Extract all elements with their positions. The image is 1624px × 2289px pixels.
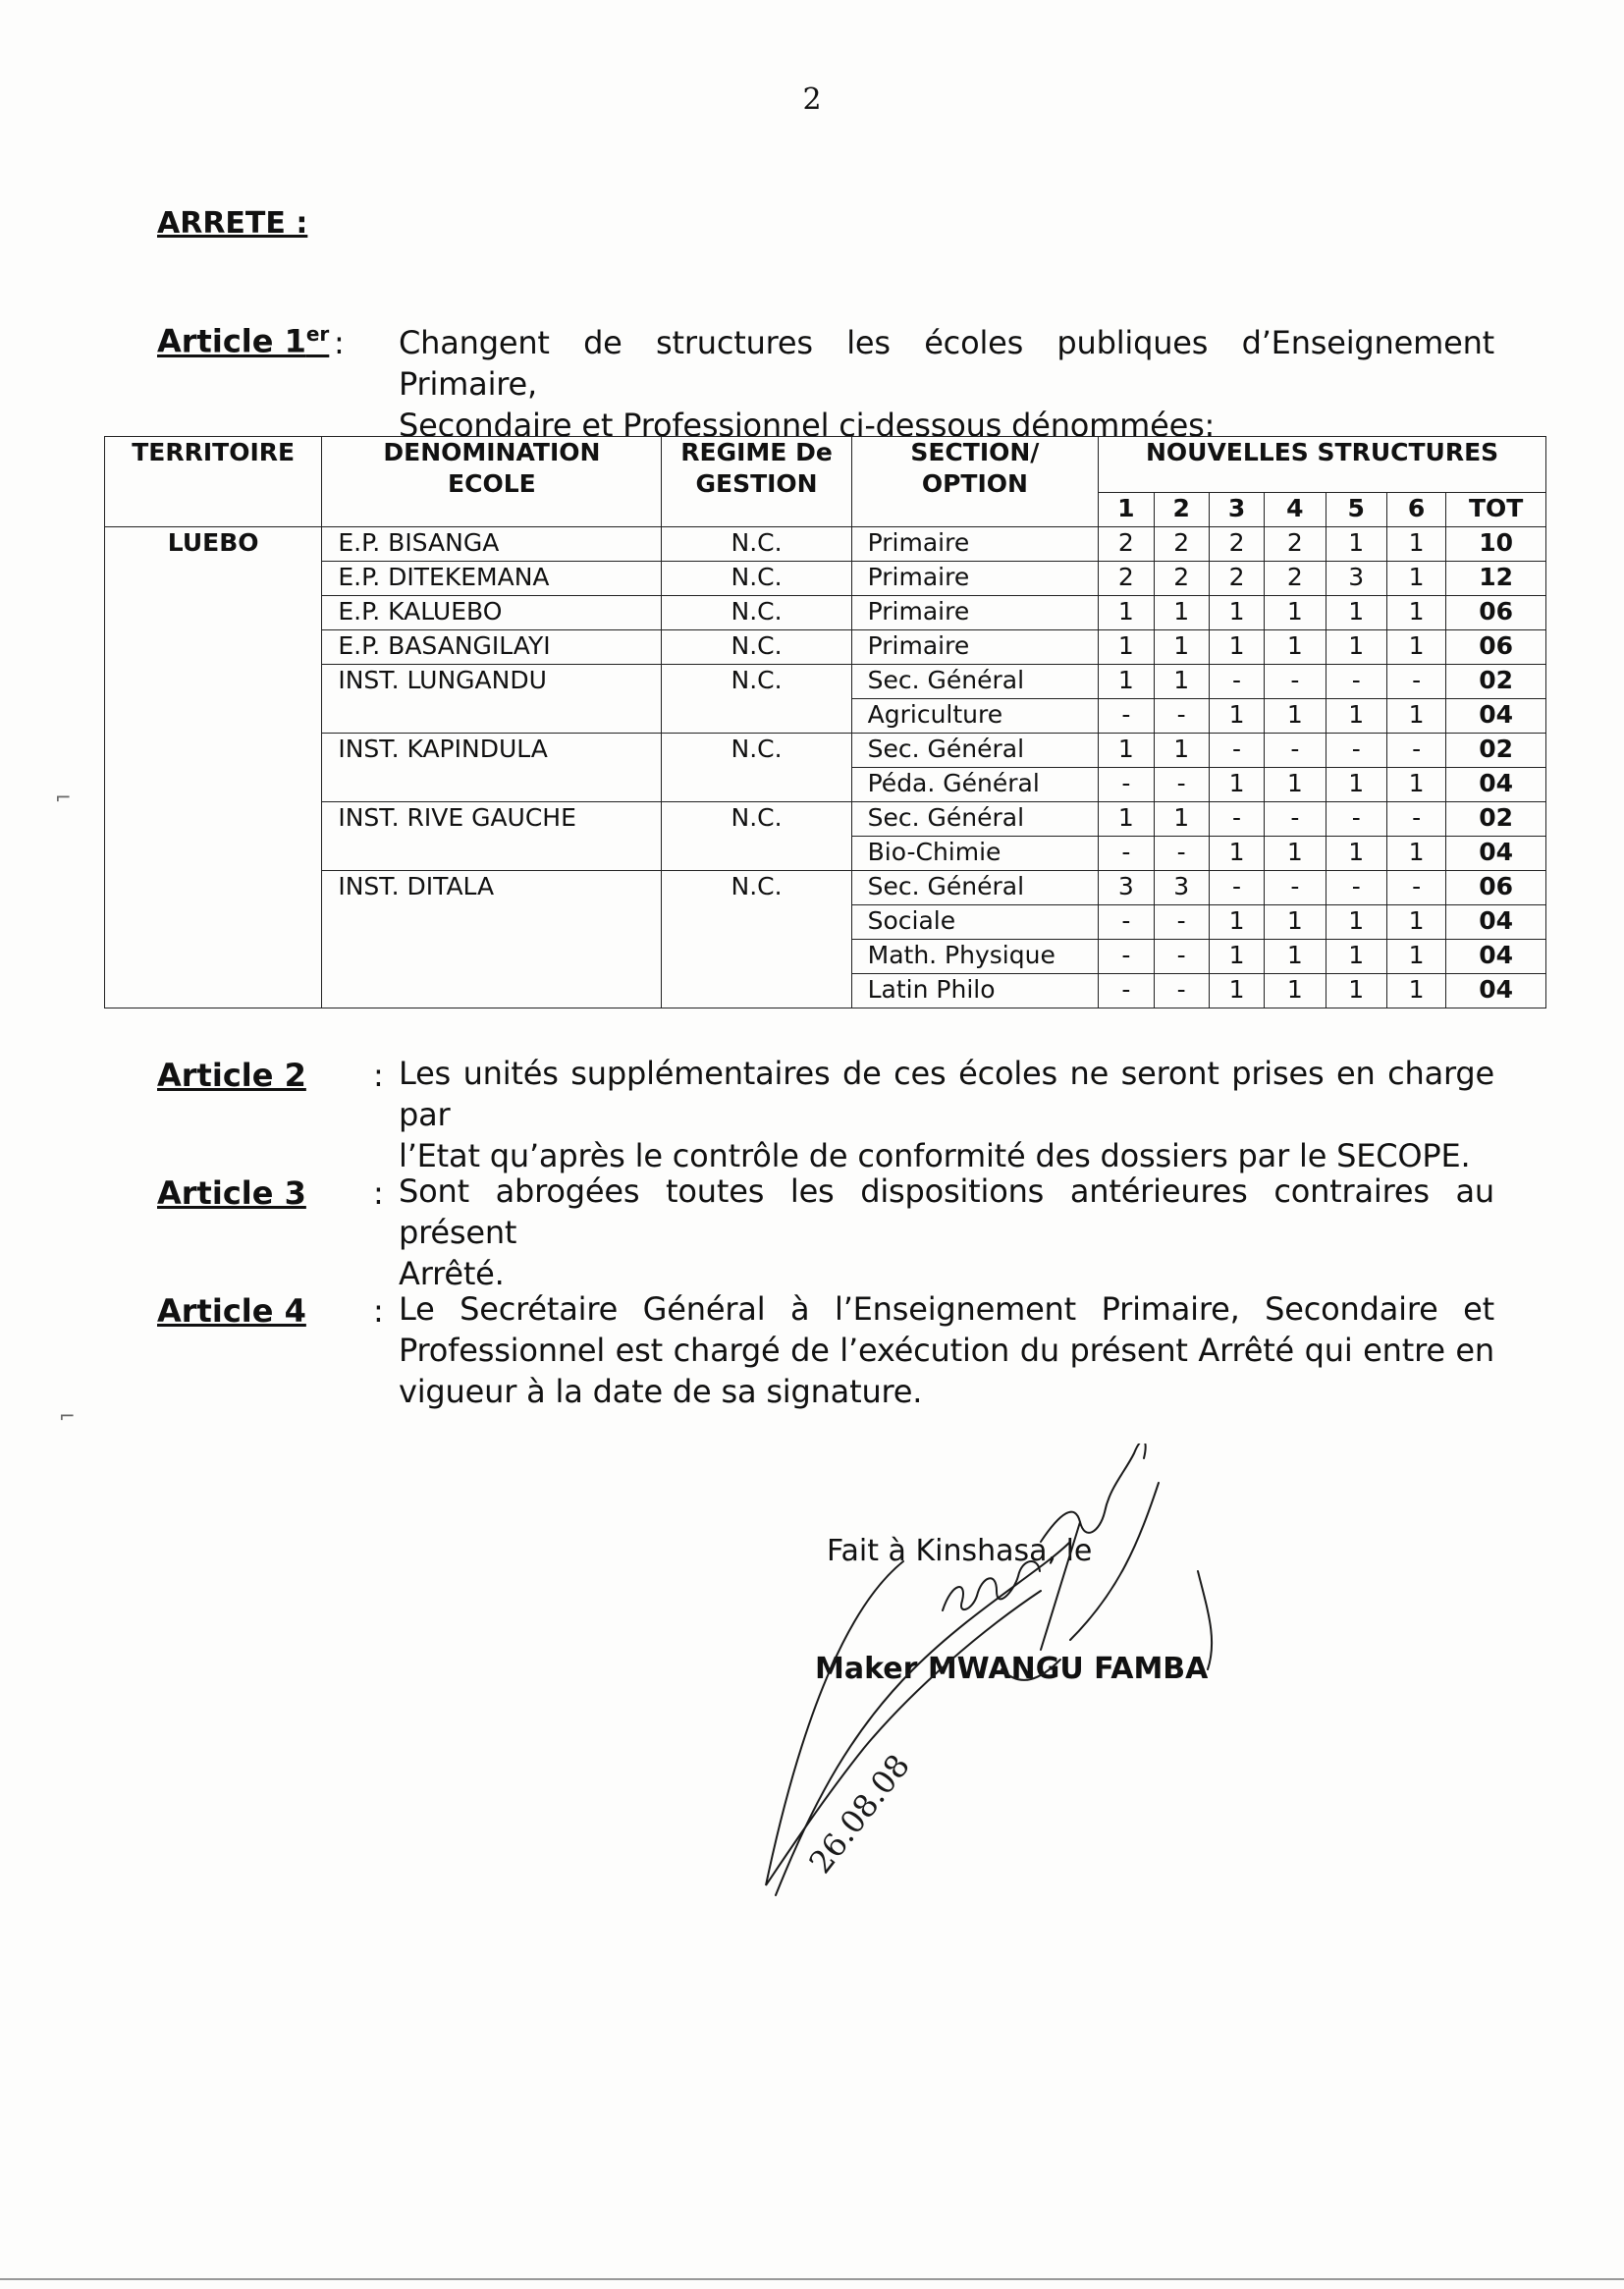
article-1-line-2: Secondaire et Professionnel ci-dessous dénommées: bbox=[399, 407, 1216, 444]
cell-option: Math. Physique bbox=[851, 940, 1099, 974]
header-total: TOT bbox=[1446, 493, 1546, 527]
cell-year-4: 1 bbox=[1265, 596, 1326, 630]
cell-year-4: 1 bbox=[1265, 974, 1326, 1008]
cell-option: Primaire bbox=[851, 562, 1099, 596]
cell-total: 02 bbox=[1446, 802, 1546, 837]
cell-territoire: LUEBO bbox=[105, 527, 322, 1008]
cell-total: 04 bbox=[1446, 940, 1546, 974]
cell-year-1: - bbox=[1099, 905, 1154, 940]
cell-ecole: INST. RIVE GAUCHE bbox=[322, 802, 662, 871]
header-denomination: DENOMINATION ECOLE bbox=[322, 437, 662, 527]
cell-option: Primaire bbox=[851, 630, 1099, 665]
cell-year-2: 1 bbox=[1154, 630, 1209, 665]
cell-year-4: 2 bbox=[1265, 562, 1326, 596]
cell-total: 04 bbox=[1446, 837, 1546, 871]
cell-year-5: 1 bbox=[1326, 905, 1386, 940]
cell-year-2: - bbox=[1154, 837, 1209, 871]
table-row bbox=[105, 527, 1546, 562]
cell-year-6: 1 bbox=[1386, 974, 1445, 1008]
cell-year-4: 1 bbox=[1265, 940, 1326, 974]
article-2-line-2: l’Etat qu’après le contrôle de conformité des dossiers par le SECOPE. bbox=[399, 1137, 1471, 1174]
cell-year-3: 1 bbox=[1209, 699, 1264, 734]
header-year-2: 2 bbox=[1154, 493, 1209, 527]
cell-year-6: 1 bbox=[1386, 837, 1445, 871]
cell-regime: N.C. bbox=[662, 630, 851, 665]
cell-year-5: - bbox=[1326, 802, 1386, 837]
cell-year-6: 1 bbox=[1386, 699, 1445, 734]
article-1-label-text: Article 1 bbox=[157, 322, 306, 360]
cell-year-2: 3 bbox=[1154, 871, 1209, 905]
article-3-text bbox=[399, 1171, 1494, 1294]
cell-year-6: 1 bbox=[1386, 596, 1445, 630]
header-regime: REGIME De GESTION bbox=[662, 437, 851, 527]
cell-year-4: 1 bbox=[1265, 905, 1326, 940]
cell-option: Primaire bbox=[851, 527, 1099, 562]
cell-regime: N.C. bbox=[662, 596, 851, 630]
cell-year-1: 1 bbox=[1099, 630, 1154, 665]
cell-year-5: 1 bbox=[1326, 630, 1386, 665]
cell-total: 06 bbox=[1446, 630, 1546, 665]
article-4-label: Article 4 bbox=[157, 1292, 306, 1330]
cell-year-1: 1 bbox=[1099, 734, 1154, 768]
article-1-colon: : bbox=[334, 324, 345, 361]
cell-year-5: 1 bbox=[1326, 837, 1386, 871]
article-3-line-2: Arrêté. bbox=[399, 1255, 505, 1292]
cell-year-6: 1 bbox=[1386, 768, 1445, 802]
cell-year-2: 1 bbox=[1154, 665, 1209, 699]
cell-year-1: 2 bbox=[1099, 527, 1154, 562]
cell-ecole: E.P. KALUEBO bbox=[322, 596, 662, 630]
cell-year-5: 1 bbox=[1326, 596, 1386, 630]
cell-ecole: E.P. BASANGILAYI bbox=[322, 630, 662, 665]
cell-ecole: E.P. DITEKEMANA bbox=[322, 562, 662, 596]
cell-year-5: 1 bbox=[1326, 768, 1386, 802]
cell-year-6: 1 bbox=[1386, 630, 1445, 665]
article-2-label: Article 2 bbox=[157, 1057, 306, 1094]
cell-year-3: 1 bbox=[1209, 768, 1264, 802]
article-3-line-1: Sont abrogées toutes les dispositions antérieures contraires au présent bbox=[399, 1172, 1494, 1251]
article-4-line-3: vigueur à la date de sa signature. bbox=[399, 1373, 923, 1410]
bottom-rule bbox=[0, 2278, 1624, 2280]
header-year-4: 4 bbox=[1265, 493, 1326, 527]
cell-year-5: - bbox=[1326, 665, 1386, 699]
cell-year-3: - bbox=[1209, 665, 1264, 699]
cell-year-5: 1 bbox=[1326, 940, 1386, 974]
cell-total: 04 bbox=[1446, 768, 1546, 802]
cell-option: Sec. Général bbox=[851, 871, 1099, 905]
cell-year-6: 1 bbox=[1386, 905, 1445, 940]
header-section: SECTION/ OPTION bbox=[851, 437, 1099, 527]
cell-option: Bio-Chimie bbox=[851, 837, 1099, 871]
cell-year-3: 1 bbox=[1209, 596, 1264, 630]
cell-ecole: INST. LUNGANDU bbox=[322, 665, 662, 734]
cell-year-4: - bbox=[1265, 802, 1326, 837]
article-2-text bbox=[399, 1053, 1494, 1176]
article-3-label: Article 3 bbox=[157, 1174, 306, 1212]
cell-option: Sec. Général bbox=[851, 802, 1099, 837]
signatory-name: Maker MWANGU FAMBA bbox=[815, 1652, 1209, 1686]
cell-year-4: 1 bbox=[1265, 630, 1326, 665]
cell-option: Latin Philo bbox=[851, 974, 1099, 1008]
article-1-line-1: Changent de structures les écoles publiques d’Enseignement Primaire, bbox=[399, 324, 1494, 403]
structures-table bbox=[104, 436, 1546, 1008]
cell-year-4: 1 bbox=[1265, 699, 1326, 734]
cell-year-4: - bbox=[1265, 665, 1326, 699]
cell-year-6: - bbox=[1386, 871, 1445, 905]
cell-year-2: - bbox=[1154, 940, 1209, 974]
cell-year-6: 1 bbox=[1386, 527, 1445, 562]
handwritten-signature bbox=[746, 1444, 1257, 1954]
scan-mark: ⌐ bbox=[55, 786, 72, 809]
cell-year-3: 1 bbox=[1209, 905, 1264, 940]
cell-year-1: - bbox=[1099, 699, 1154, 734]
cell-regime: N.C. bbox=[662, 871, 851, 1008]
header-year-5: 5 bbox=[1326, 493, 1386, 527]
cell-year-2: 2 bbox=[1154, 527, 1209, 562]
cell-ecole: INST. DITALA bbox=[322, 871, 662, 1008]
cell-total: 04 bbox=[1446, 974, 1546, 1008]
cell-regime: N.C. bbox=[662, 734, 851, 802]
cell-year-6: - bbox=[1386, 665, 1445, 699]
page-number: 2 bbox=[802, 82, 822, 117]
header-nouvelles-structures: NOUVELLES STRUCTURES bbox=[1099, 437, 1546, 493]
cell-year-5: 1 bbox=[1326, 974, 1386, 1008]
cell-year-2: 1 bbox=[1154, 802, 1209, 837]
article-4-text bbox=[399, 1288, 1494, 1412]
cell-year-1: 1 bbox=[1099, 802, 1154, 837]
cell-year-6: 1 bbox=[1386, 940, 1445, 974]
cell-ecole: INST. KAPINDULA bbox=[322, 734, 662, 802]
cell-year-1: 3 bbox=[1099, 871, 1154, 905]
cell-option: Agriculture bbox=[851, 699, 1099, 734]
cell-year-2: - bbox=[1154, 974, 1209, 1008]
cell-year-3: 1 bbox=[1209, 630, 1264, 665]
cell-year-2: 1 bbox=[1154, 596, 1209, 630]
article-4-line-1: Le Secrétaire Général à l’Enseignement Primaire, Secondaire et bbox=[399, 1290, 1494, 1328]
cell-year-4: - bbox=[1265, 734, 1326, 768]
cell-regime: N.C. bbox=[662, 665, 851, 734]
signature-place-line: Fait à Kinshasa, le bbox=[827, 1534, 1093, 1568]
cell-year-6: 1 bbox=[1386, 562, 1445, 596]
cell-ecole: E.P. BISANGA bbox=[322, 527, 662, 562]
cell-year-6: - bbox=[1386, 802, 1445, 837]
cell-year-4: 2 bbox=[1265, 527, 1326, 562]
cell-total: 06 bbox=[1446, 596, 1546, 630]
cell-year-2: - bbox=[1154, 905, 1209, 940]
cell-total: 04 bbox=[1446, 699, 1546, 734]
handwritten-date: 26.08.08 bbox=[801, 1747, 918, 1880]
cell-year-5: - bbox=[1326, 871, 1386, 905]
cell-year-2: 2 bbox=[1154, 562, 1209, 596]
article-1-label bbox=[157, 322, 329, 360]
cell-year-2: 1 bbox=[1154, 734, 1209, 768]
cell-option: Sociale bbox=[851, 905, 1099, 940]
article-1-sup: er bbox=[305, 322, 330, 346]
cell-year-1: 1 bbox=[1099, 596, 1154, 630]
article-1-text bbox=[399, 322, 1494, 446]
cell-year-5: 1 bbox=[1326, 699, 1386, 734]
cell-year-3: 1 bbox=[1209, 940, 1264, 974]
cell-total: 12 bbox=[1446, 562, 1546, 596]
cell-regime: N.C. bbox=[662, 802, 851, 871]
cell-year-1: - bbox=[1099, 768, 1154, 802]
cell-year-4: 1 bbox=[1265, 768, 1326, 802]
cell-year-3: - bbox=[1209, 802, 1264, 837]
cell-year-3: - bbox=[1209, 734, 1264, 768]
cell-year-4: - bbox=[1265, 871, 1326, 905]
cell-year-3: 1 bbox=[1209, 974, 1264, 1008]
cell-year-3: 2 bbox=[1209, 527, 1264, 562]
table-body bbox=[105, 527, 1546, 1008]
cell-regime: N.C. bbox=[662, 527, 851, 562]
article-4-line-2: Professionnel est chargé de l’exécution du présent Arrêté qui entre en bbox=[399, 1332, 1494, 1369]
cell-total: 10 bbox=[1446, 527, 1546, 562]
cell-year-1: - bbox=[1099, 940, 1154, 974]
cell-option: Sec. Général bbox=[851, 734, 1099, 768]
cell-year-3: - bbox=[1209, 871, 1264, 905]
cell-year-1: 2 bbox=[1099, 562, 1154, 596]
cell-total: 02 bbox=[1446, 734, 1546, 768]
article-3-colon: : bbox=[373, 1174, 384, 1212]
cell-total: 02 bbox=[1446, 665, 1546, 699]
cell-year-1: - bbox=[1099, 974, 1154, 1008]
cell-year-5: 3 bbox=[1326, 562, 1386, 596]
cell-year-3: 1 bbox=[1209, 837, 1264, 871]
cell-year-5: 1 bbox=[1326, 527, 1386, 562]
cell-option: Primaire bbox=[851, 596, 1099, 630]
cell-option: Sec. Général bbox=[851, 665, 1099, 699]
cell-year-2: - bbox=[1154, 768, 1209, 802]
scan-mark: ⌐ bbox=[59, 1404, 76, 1428]
header-territoire: TERRITOIRE bbox=[105, 437, 322, 527]
cell-total: 04 bbox=[1446, 905, 1546, 940]
cell-regime: N.C. bbox=[662, 562, 851, 596]
cell-total: 06 bbox=[1446, 871, 1546, 905]
cell-year-6: - bbox=[1386, 734, 1445, 768]
article-4-colon: : bbox=[373, 1292, 384, 1330]
cell-year-1: 1 bbox=[1099, 665, 1154, 699]
cell-year-4: 1 bbox=[1265, 837, 1326, 871]
arrete-heading: ARRETE : bbox=[157, 206, 308, 241]
header-year-6: 6 bbox=[1386, 493, 1445, 527]
header-year-1: 1 bbox=[1099, 493, 1154, 527]
cell-year-5: - bbox=[1326, 734, 1386, 768]
cell-year-1: - bbox=[1099, 837, 1154, 871]
cell-option: Péda. Général bbox=[851, 768, 1099, 802]
header-year-3: 3 bbox=[1209, 493, 1264, 527]
cell-year-2: - bbox=[1154, 699, 1209, 734]
cell-year-3: 2 bbox=[1209, 562, 1264, 596]
article-2-colon: : bbox=[373, 1057, 384, 1094]
article-2-line-1: Les unités supplémentaires de ces écoles ne seront prises en charge par bbox=[399, 1055, 1494, 1133]
